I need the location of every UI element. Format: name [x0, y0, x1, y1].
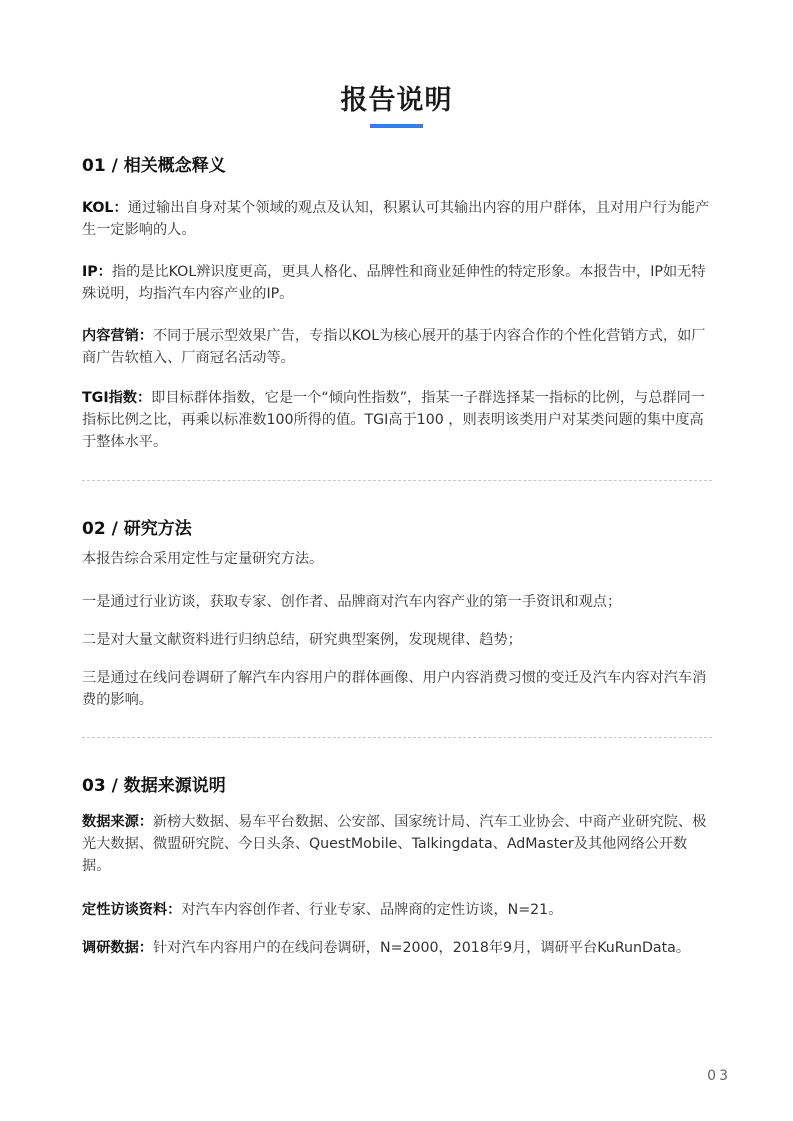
section-concepts [82, 154, 712, 178]
term-text: 新榜大数据、易车平台数据、公安部、国家统计局、汽车工业协会、中商产业研究院、极光大数据、微盟研究院、今日头条、QuestMobile、Talkingdata、AdMaster及其他网络公开数据。 [82, 814, 707, 874]
qualitative-interview-item [82, 899, 712, 921]
term-text: 不同于展示型效果广告，专指以KOL为核心展开的基于内容合作的个性化营销方式，如厂商广告软植入、厂商冠名活动等。 [82, 328, 706, 366]
survey-data-item [82, 937, 712, 959]
definition-ip [82, 261, 712, 305]
term-label: 调研数据： [82, 940, 153, 956]
definition-kol [82, 197, 712, 241]
term-label: 内容营销： [82, 328, 153, 344]
term-text: 对汽车内容创作者、行业专家、品牌商的定性访谈，N=21。 [181, 902, 563, 918]
section-heading: 03 / 数据来源说明 [82, 776, 226, 796]
section-heading: 01 / 相关概念释义 [82, 156, 226, 176]
section-divider [82, 737, 712, 738]
page-title: 报告说明 [340, 85, 453, 116]
term-text: 即目标群体指数，它是一个“倾向性指数”，指某一子群选择某一指标的比例，与总群同一指标比例之比，再乘以标准数100所得的值。TGI高于100 ，则表明该类用户对某类问题的集中度高于整体水平。 [82, 390, 705, 450]
section-divider [82, 480, 712, 481]
term-label: IP： [82, 264, 112, 280]
method-item: 一是通过行业访谈，获取专家、创作者、品牌商对汽车内容产业的第一手资讯和观点； [82, 594, 622, 610]
section-methods [82, 517, 712, 541]
title-underline [370, 124, 423, 128]
term-label: 数据来源： [82, 814, 153, 830]
page-number: 03 [707, 1068, 731, 1084]
definition-content-marketing [82, 325, 712, 369]
term-label: TGI指数： [82, 390, 152, 406]
term-label: KOL： [82, 200, 128, 216]
method-item: 三是通过在线问卷调研了解汽车内容用户的群体画像、用户内容消费习惯的变迁及汽车内容对汽车消费的影响。 [82, 670, 707, 708]
term-text: 通过输出自身对某个领域的观点及认知，积累认可其输出内容的用户群体，且对用户行为能产生一定影响的人。 [82, 200, 710, 238]
term-label: 定性访谈资料： [82, 902, 182, 918]
definition-tgi [82, 387, 712, 453]
data-source-item [82, 811, 712, 877]
term-text: 指的是比KOL辨识度更高，更具人格化、品牌性和商业延伸性的特定形象。本报告中，IP如无特殊说明，均指汽车内容产业的IP。 [82, 264, 706, 302]
section-heading: 02 / 研究方法 [82, 519, 192, 539]
section-data-sources [82, 774, 712, 798]
methods-intro: 本报告综合采用定性与定量研究方法。 [82, 551, 324, 567]
method-item: 二是对大量文献资料进行归纳总结，研究典型案例，发现规律、趋势； [82, 632, 522, 648]
term-text: 针对汽车内容用户的在线问卷调研，N=2000，2018年9月，调研平台KuRunData。 [152, 940, 691, 956]
